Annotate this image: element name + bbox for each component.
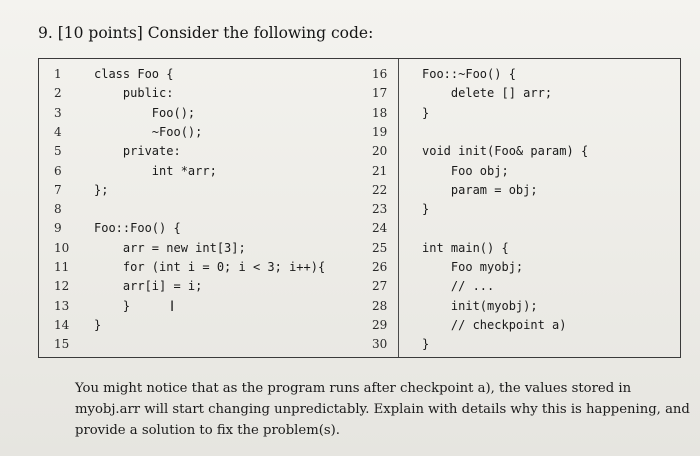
line-number: 3	[54, 105, 62, 120]
line-number: 27	[372, 279, 388, 294]
code-line: // checkpoint a)	[422, 317, 567, 332]
code-line: ~Foo();	[94, 124, 203, 139]
code-line: }	[94, 298, 131, 313]
line-number: 10	[54, 240, 70, 255]
text-cursor-icon: I	[170, 299, 175, 315]
line-number: 8	[54, 202, 62, 217]
line-number: 14	[54, 317, 70, 332]
code-line: delete [] arr;	[422, 86, 553, 101]
line-number: 2	[54, 86, 62, 101]
code-line: Foo obj;	[422, 163, 509, 178]
line-number: 19	[372, 124, 388, 139]
line-number: 21	[372, 163, 388, 178]
line-number: 15	[54, 337, 70, 352]
code-line: public:	[94, 86, 174, 101]
code-line: Foo::~Foo() {	[422, 67, 516, 81]
column-divider	[398, 59, 399, 357]
code-line: }	[422, 337, 430, 352]
line-number: 22	[372, 182, 388, 197]
code-line: private:	[94, 144, 181, 159]
line-number: 20	[372, 144, 388, 159]
line-number: 30	[372, 337, 388, 352]
code-line: param = obj;	[422, 182, 538, 197]
line-number: 23	[372, 202, 388, 217]
code-line: };	[94, 182, 109, 197]
code-line: int main() {	[422, 240, 509, 255]
code-line: Foo::Foo() {	[94, 221, 181, 236]
line-number: 11	[54, 260, 70, 274]
code-line: arr = new int[3];	[94, 240, 246, 255]
code-line: }	[422, 105, 430, 120]
line-number: 7	[54, 182, 62, 197]
code-line: class Foo {	[94, 67, 174, 81]
line-number: 24	[372, 221, 388, 236]
code-line: }	[94, 317, 102, 332]
line-number: 9	[54, 221, 62, 236]
code-line: Foo myobj;	[422, 260, 524, 274]
code-listing	[38, 58, 681, 358]
line-number: 26	[372, 260, 388, 274]
question-text: You might notice that as the program runs after checkpoint a), the values stored in myobj.arr will start changing unpredictably. Explain with details why this is happening, and provide a solution to fix the problem(s).	[75, 381, 690, 438]
line-number: 1	[54, 67, 62, 81]
code-line: // ...	[422, 279, 495, 294]
code-line: arr[i] = i;	[94, 279, 203, 294]
line-number: 25	[372, 240, 388, 255]
line-number: 18	[372, 105, 388, 120]
code-line: for (int i = 0; i < 3; i++){	[94, 260, 326, 274]
line-number: 17	[372, 86, 388, 101]
line-number: 5	[54, 144, 62, 159]
code-line: void init(Foo& param) {	[422, 144, 589, 159]
question-title: 9. [10 points] Consider the following code:	[38, 24, 374, 42]
line-number: 16	[372, 67, 388, 81]
code-line: int *arr;	[94, 163, 217, 178]
code-line: }	[422, 202, 430, 217]
line-number: 12	[54, 279, 70, 294]
line-number: 13	[54, 298, 70, 313]
line-number: 29	[372, 317, 388, 332]
code-line: init(myobj);	[422, 298, 538, 313]
line-number: 6	[54, 163, 62, 178]
line-number: 4	[54, 124, 62, 139]
code-line: Foo();	[94, 105, 196, 120]
line-number: 28	[372, 298, 388, 313]
